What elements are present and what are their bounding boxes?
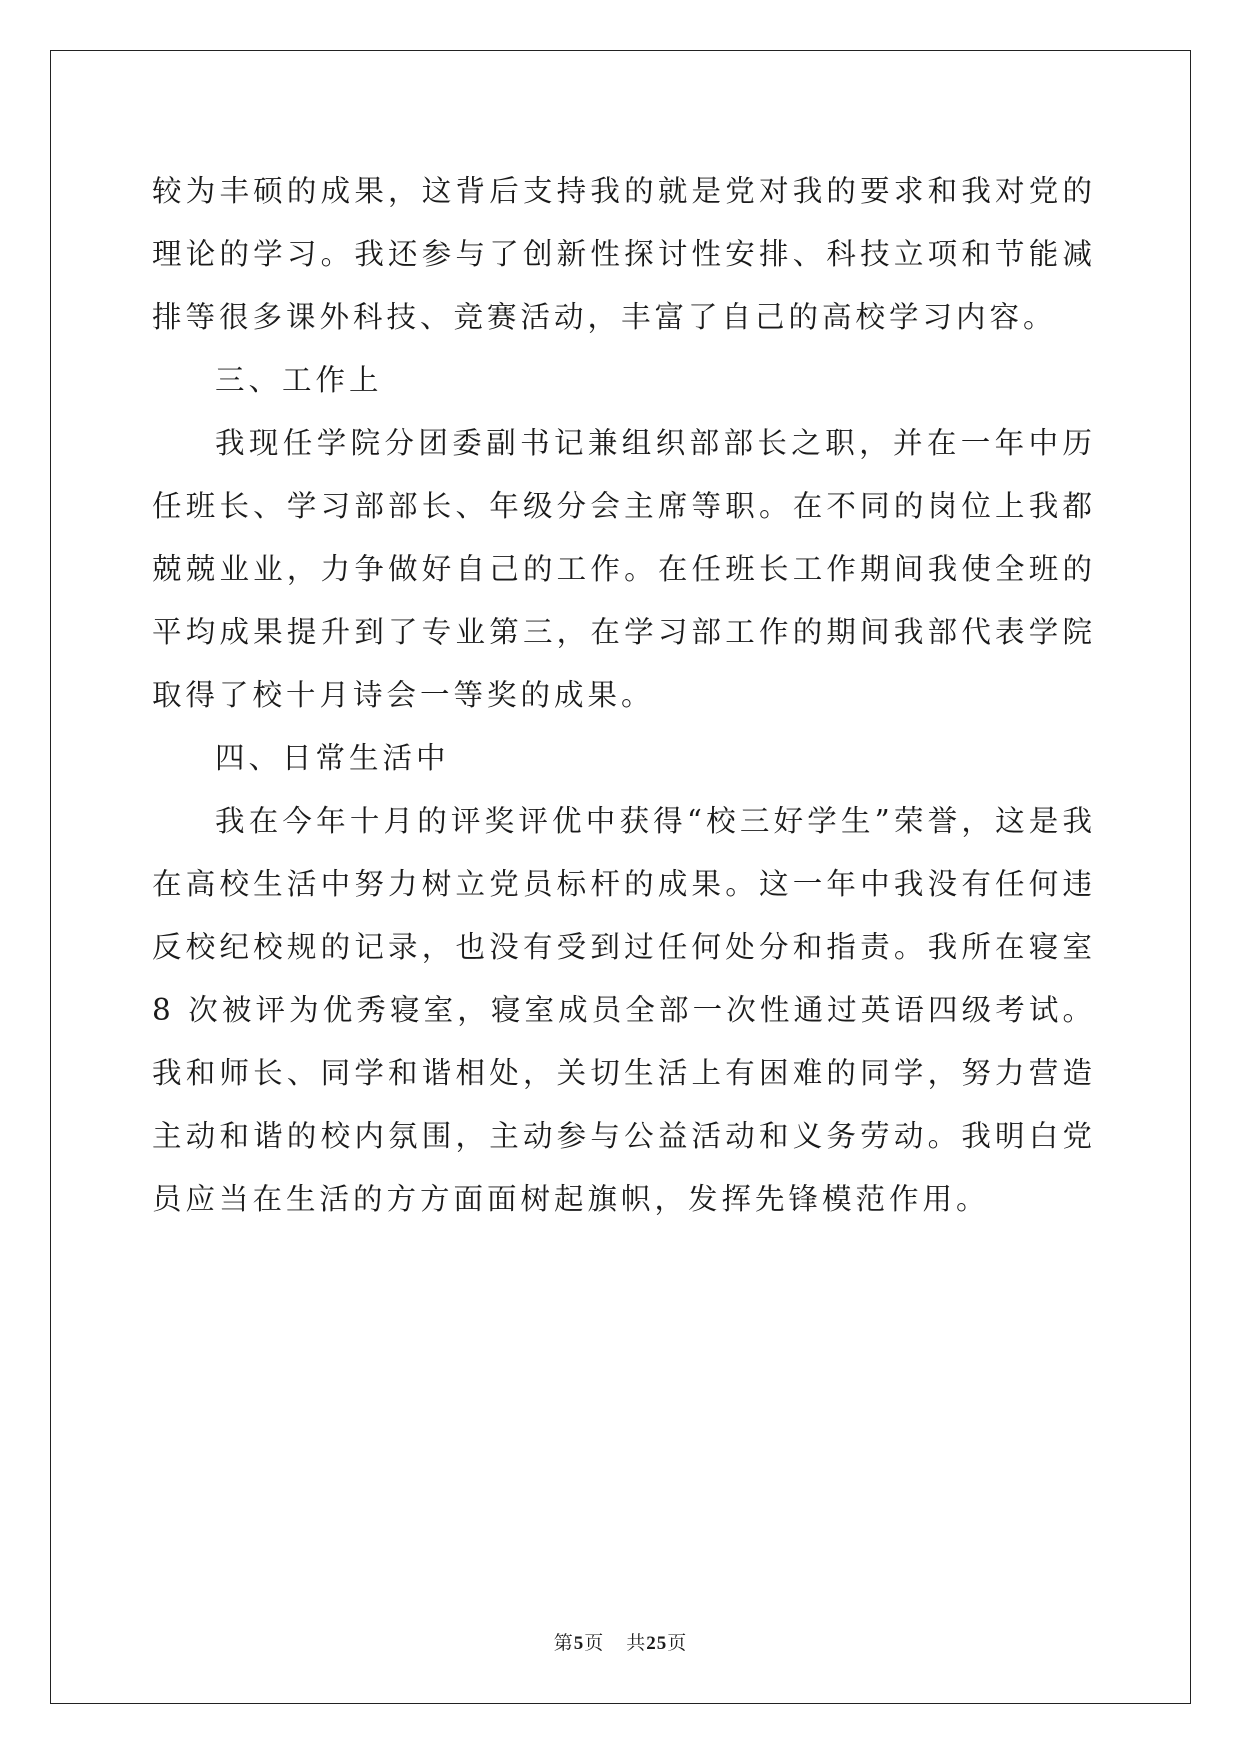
paragraph-work: 我现任学院分团委副书记兼组织部部长之职，并在一年中历任班长、学习部部长、年级分会主席等职。在不同的岗位上我都兢兢业业，力争做好自己的工作。在任班长工作期间我使全班的平均成果提升到了专业第三，在学习部工作的期间我部代表学院取得了校十月诗会一等奖的成果。: [152, 426, 1096, 712]
document-body: [152, 160, 1096, 1231]
footer-page-suffix: 页: [584, 1632, 605, 1654]
section-heading-daily-life: 四、日常生活中: [215, 741, 450, 775]
paragraph-daily-life: 我在今年十月的评奖评优中获得“校三好学生”荣誉，这是我在高校生活中努力树立党员标杆的成果。这一年中我没有任何违反校纪校规的记录，也没有受到过任何处分和指责。我所在寝室 8 次被评为优秀寝室，寝室成员全部一次性通过英语四级考试。我和师长、同学和谐相处，关切生活上有困难的同学，努力营造主动和谐的校内氛围，主动参与公益活动和义务劳动。我明白党员应当在生活的方方面面树起旗帜，发挥先锋模范作用。: [152, 804, 1096, 1216]
footer-page-number: 5: [573, 1633, 585, 1654]
footer-total-prefix: 共: [626, 1632, 647, 1654]
page-footer: [0, 1628, 1241, 1655]
paragraph-continuation: 较为丰硕的成果，这背后支持我的就是党对我的要求和我对党的理论的学习。我还参与了创新性探讨性安排、科技立项和节能减排等很多课外科技、竞赛活动，丰富了自己的高校学习内容。: [152, 174, 1096, 334]
section-heading-work: 三、工作上: [215, 363, 383, 397]
footer-total-pages: 25: [646, 1633, 668, 1654]
footer-page-prefix: 第: [553, 1632, 574, 1654]
footer-total-suffix: 页: [667, 1632, 688, 1654]
